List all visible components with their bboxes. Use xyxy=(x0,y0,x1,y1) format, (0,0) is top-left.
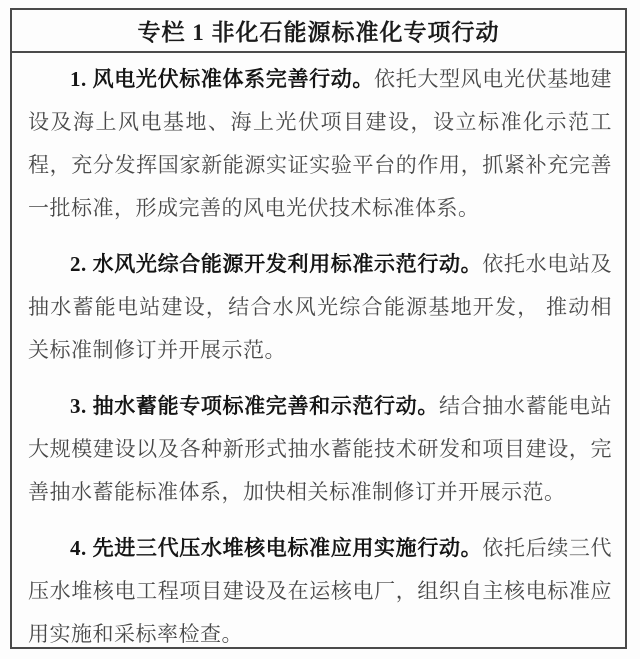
box-body xyxy=(12,53,625,656)
action-paragraph-2 xyxy=(28,243,612,372)
box-header xyxy=(12,10,625,53)
action-paragraph-3 xyxy=(28,385,612,514)
action-paragraph-4 xyxy=(28,527,612,656)
action-2-lead: 2. 水风光综合能源开发利用标准示范行动。 xyxy=(70,252,483,276)
box-title: 专栏 1 非化石能源标准化专项行动 xyxy=(137,20,500,45)
action-paragraph-1 xyxy=(28,58,612,230)
action-1-lead: 1. 风电光伏标准体系完善行动。 xyxy=(70,67,375,91)
action-4-text: 依托后续三代压水堆核电工程项目建设及在运核电厂，组织自主核电标准应用实施和采标率检查。 xyxy=(28,536,613,646)
action-3-lead: 3. 抽水蓄能专项标准完善和示范行动。 xyxy=(70,394,439,418)
action-4-lead: 4. 先进三代压水堆核电标准应用实施行动。 xyxy=(70,536,483,560)
action-2-text: 依托水电站及抽水蓄能电站建设，结合水风光综合能源基地开发， 推动相关标准制修订并开展示范。 xyxy=(28,252,613,362)
action-1-text: 依托大型风电光伏基地建设及海上风电基地、海上光伏项目建设，设立标准化示范工程，充分发挥国家新能源实证实验平台的作用，抓紧补充完善一批标准，形成完善的风电光伏技术标准体系。 xyxy=(28,67,613,220)
action-3-text: 结合抽水蓄能电站大规模建设以及各种新形式抽水蓄能技术研发和项目建设，完善抽水蓄能标准体系，加快相关标准制修订并开展示范。 xyxy=(28,394,613,504)
special-action-column-box xyxy=(10,8,627,649)
